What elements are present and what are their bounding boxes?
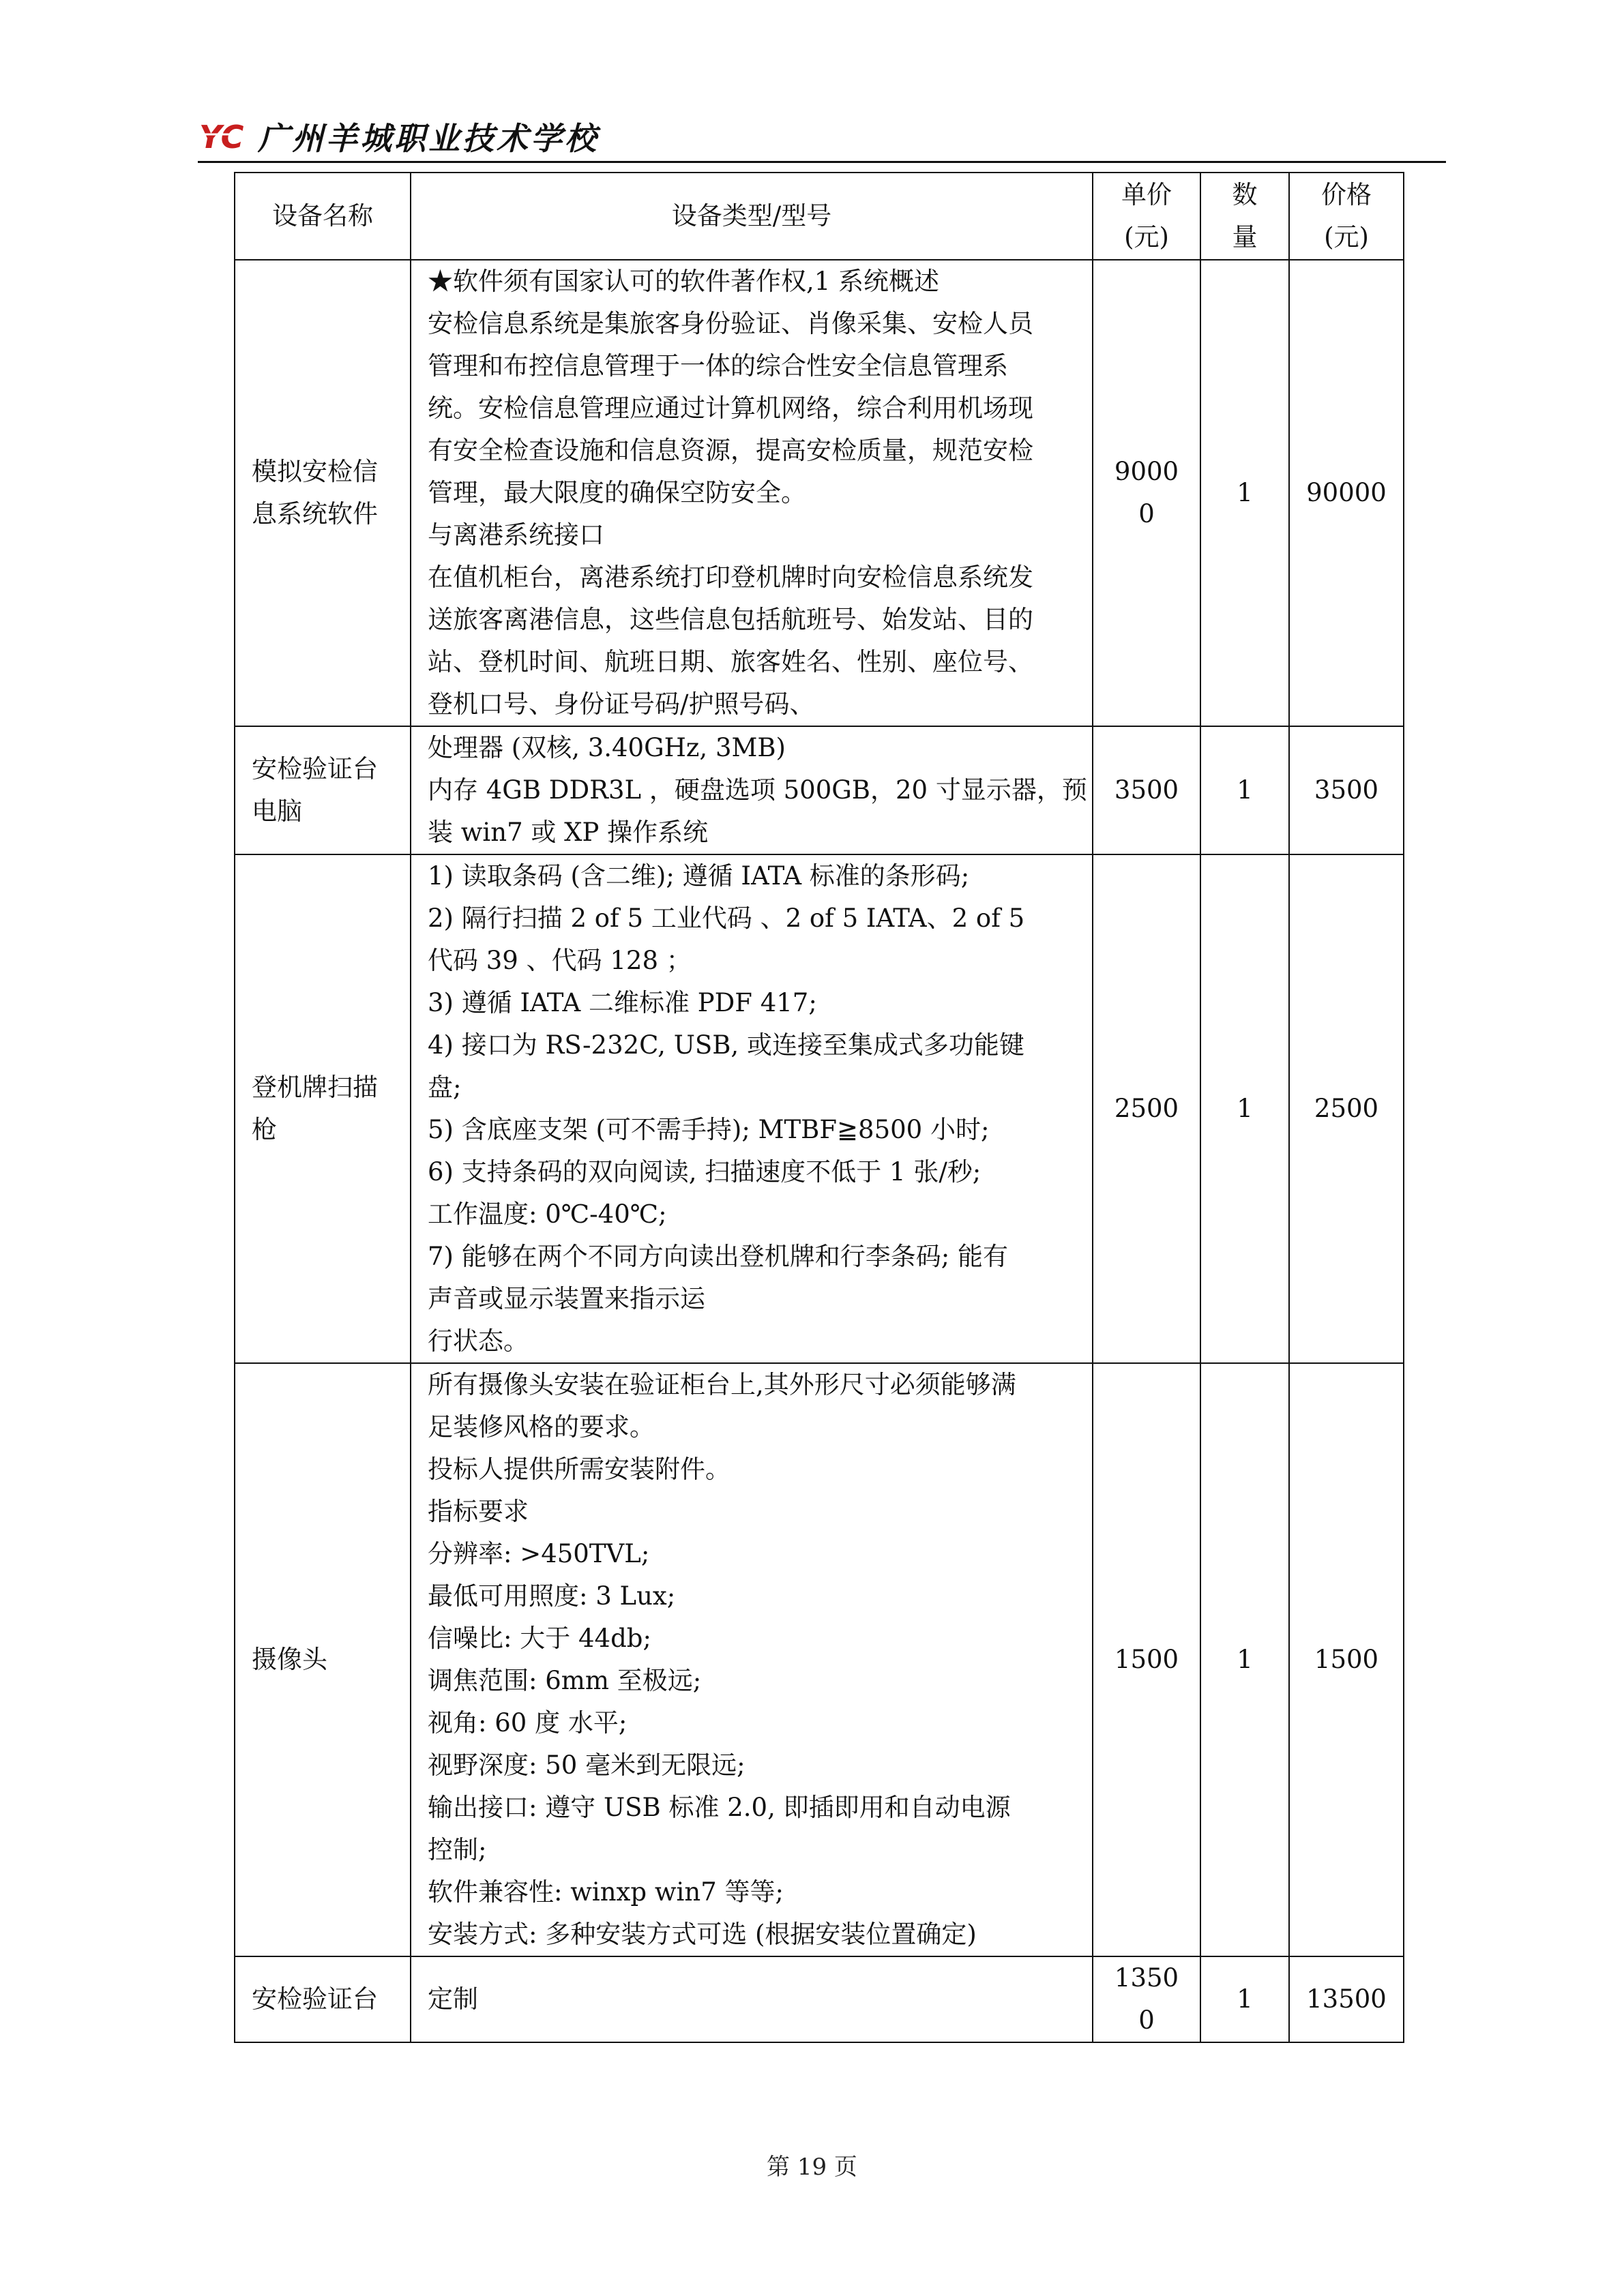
- unit-price-cell: 13500: [1093, 1956, 1200, 2042]
- spec-line: 控制;: [428, 1835, 487, 1864]
- spec-line: 内存 4GB DDR3L ，硬盘选项 500GB，20 寸显示器，预: [428, 775, 1087, 805]
- equipment-spec: [411, 260, 1093, 726]
- equipment-name-line: 模拟安检信: [252, 457, 378, 486]
- spec-line: ★软件须有国家认可的软件著作权,1 系统概述: [428, 267, 940, 296]
- equipment-name-line: 安检验证台: [252, 754, 378, 784]
- table-row: [235, 726, 1404, 854]
- equipment-name-line: 息系统软件: [252, 499, 378, 528]
- spec-line: 安检信息系统是集旅客身份验证、肖像采集、安检人员: [428, 309, 1033, 338]
- spec-line: 6) 支持条码的双向阅读, 扫描速度不低于 1 张/秒;: [428, 1157, 981, 1187]
- spec-line: 送旅客离港信息，这些信息包括航班号、始发站、目的: [428, 605, 1033, 634]
- quantity-cell: 1: [1200, 726, 1289, 854]
- equipment-spec: [411, 1363, 1093, 1956]
- quantity-cell: 1: [1200, 854, 1289, 1363]
- header-model: 设备类型/型号: [411, 173, 1093, 260]
- total-price-cell: 1500: [1289, 1363, 1404, 1956]
- equipment-name-line: 电脑: [252, 796, 302, 826]
- spec-line: 最低可用照度: 3 Lux;: [428, 1581, 676, 1611]
- spec-line: 与离港系统接口: [428, 520, 604, 550]
- spec-line: 站、登机时间、航班日期、旅客姓名、性别、座位号、: [428, 647, 1033, 676]
- total-price-cell: 90000: [1289, 260, 1404, 726]
- school-name: 广州羊城职业技术学校: [258, 120, 599, 157]
- spec-line: 投标人提供所需安装附件。: [428, 1455, 730, 1484]
- equipment-spec: [411, 726, 1093, 854]
- spec-line: 足装修风格的要求。: [428, 1412, 655, 1442]
- spec-line: 管理，最大限度的确保空防安全。: [428, 478, 806, 507]
- spec-line: 盘;: [428, 1073, 462, 1102]
- header-rule: [198, 161, 1446, 163]
- spec-line: 视野深度: 50 毫米到无限远;: [428, 1750, 745, 1780]
- quantity-cell: 1: [1200, 1363, 1289, 1956]
- page-number: 第 19 页: [767, 2153, 857, 2181]
- spec-line: 处理器 (双核, 3.40GHz, 3MB): [428, 733, 786, 762]
- equipment-name: [235, 1956, 411, 2042]
- unit-price-cell: 2500: [1093, 854, 1200, 1363]
- equipment-name: [235, 1363, 411, 1956]
- table-row: [235, 1363, 1404, 1956]
- spec-line: 3) 遵循 IATA 二维标准 PDF 417;: [428, 988, 817, 1017]
- spec-line: 统。安检信息管理应通过计算机网络，综合利用机场现: [428, 393, 1033, 423]
- spec-line: 安装方式: 多种安装方式可选 (根据安装位置确定): [428, 1920, 977, 1949]
- spec-line: 代码 39 、代码 128 ；: [428, 946, 692, 975]
- equipment-name: [235, 260, 411, 726]
- unit-price-cell: 1500: [1093, 1363, 1200, 1956]
- spec-line: 5) 含底座支架 (可不需手持); MTBF≧8500 小时;: [428, 1115, 990, 1144]
- total-price-cell: 3500: [1289, 726, 1404, 854]
- spec-line: 有安全检查设施和信息资源，提高安检质量，规范安检: [428, 436, 1033, 465]
- table-header-row: [235, 173, 1404, 260]
- equipment-name-line: 登机牌扫描: [252, 1073, 378, 1102]
- spec-line: 调焦范围: 6mm 至极远;: [428, 1666, 702, 1695]
- equipment-spec: [411, 854, 1093, 1363]
- equipment-name-line: 安检验证台: [252, 1984, 378, 2014]
- header-qty: 数 量: [1200, 173, 1289, 260]
- total-price-cell: 2500: [1289, 854, 1404, 1363]
- spec-line: 输出接口: 遵守 USB 标准 2.0, 即插即用和自动电源: [428, 1793, 1011, 1822]
- equipment-name-line: 摄像头: [252, 1645, 327, 1674]
- spec-line: 登机口号、身份证号码/护照号码、: [428, 689, 815, 719]
- spec-line: 2) 隔行扫描 2 of 5 工业代码 、2 of 5 IATA、2 of 5: [428, 904, 1025, 933]
- table-row: [235, 1956, 1404, 2042]
- spec-line: 4) 接口为 RS-232C, USB, 或连接至集成式多功能键: [428, 1030, 1024, 1060]
- total-price-cell: 13500: [1289, 1956, 1404, 2042]
- spec-line: 软件兼容性: winxp win7 等等;: [428, 1877, 784, 1907]
- spec-line: 视角: 60 度 水平;: [428, 1708, 628, 1738]
- quantity-cell: 1: [1200, 1956, 1289, 2042]
- spec-line: 装 win7 或 XP 操作系统: [428, 818, 709, 847]
- spec-line: 在值机柜台，离港系统打印登机牌时向安检信息系统发: [428, 563, 1033, 592]
- spec-line: 声音或显示装置来指示运: [428, 1284, 705, 1313]
- spec-line: 7) 能够在两个不同方向读出登机牌和行李条码; 能有: [428, 1242, 1008, 1271]
- equipment-table: [234, 172, 1404, 2043]
- table-row: [235, 854, 1404, 1363]
- quantity-cell: 1: [1200, 260, 1289, 726]
- table-row: [235, 260, 1404, 726]
- spec-line: 定制: [428, 1984, 478, 2014]
- equipment-name: [235, 854, 411, 1363]
- page-header: [198, 115, 599, 158]
- spec-line: 信噪比: 大于 44db;: [428, 1624, 651, 1653]
- equipment-name-line: 枪: [252, 1115, 277, 1144]
- spec-line: 所有摄像头安装在验证柜台上,其外形尺寸必须能够满: [428, 1370, 1016, 1399]
- header-name: 设备名称: [235, 173, 411, 260]
- spec-line: 1) 读取条码 (含二维); 遵循 IATA 标准的条形码;: [428, 861, 970, 891]
- spec-line: 管理和布控信息管理于一体的综合性安全信息管理系: [428, 351, 1008, 381]
- header-unit-price: 单价 (元): [1093, 173, 1200, 260]
- svg-text:YC: YC: [199, 119, 244, 155]
- unit-price-cell: 90000: [1093, 260, 1200, 726]
- spec-line: 分辨率: >450TVL;: [428, 1539, 650, 1568]
- school-logo-icon: [198, 118, 248, 155]
- unit-price-cell: 3500: [1093, 726, 1200, 854]
- header-price: 价格 (元): [1289, 173, 1404, 260]
- equipment-spec: [411, 1956, 1093, 2042]
- spec-line: 指标要求: [428, 1497, 529, 1526]
- spec-line: 工作温度: 0℃-40℃;: [428, 1199, 667, 1229]
- equipment-name: [235, 726, 411, 854]
- spec-line: 行状态。: [428, 1326, 529, 1356]
